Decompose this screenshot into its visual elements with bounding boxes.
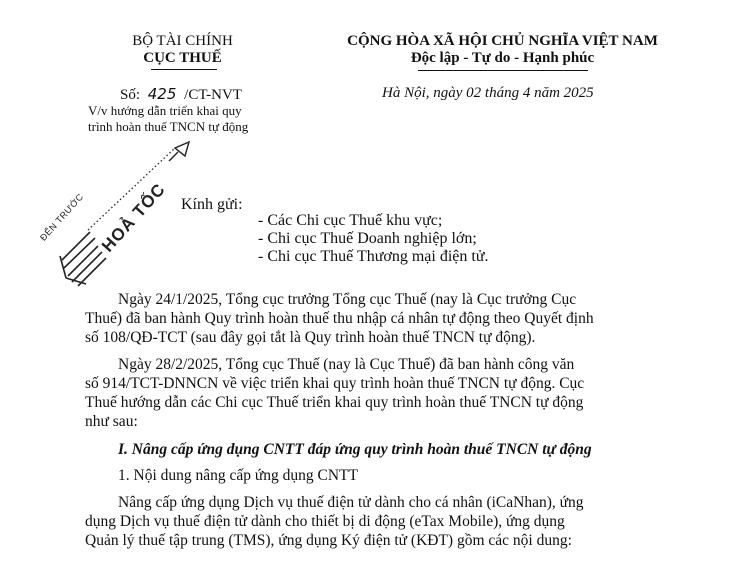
subsection-1-heading: 1. Nội dung nâng cấp ứng dụng CNTT xyxy=(118,467,359,484)
date-prefix: Hà Nội, ngày xyxy=(382,85,463,101)
stamp-small-text: ĐẾN TRƯỚC xyxy=(38,191,86,243)
para1-line-3: số 108/QĐ-TCT (sau đây gọi tắt là Quy trình hoàn thuế TNCN tự động). xyxy=(85,329,536,346)
country-name: CỘNG HÒA XÃ HỘI CHỦ NGHĨA VIỆT NAM xyxy=(347,33,658,49)
subject-line-2: trình hoàn thuế TNCN tự động xyxy=(88,119,249,134)
doc-number-prefix: Số: xyxy=(120,87,141,103)
para1-line-2: Thuế) đã ban hành Quy trình hoàn thuế thu nhập cá nhân tự động theo Quyết định xyxy=(85,310,594,327)
recipient-item-2: - Chi cục Thuế Doanh nghiệp lớn; xyxy=(258,230,477,247)
department-underline xyxy=(151,69,217,70)
para2-line-1: Ngày 28/2/2025, Tổng cục Thuế (nay là Cục Thuế) đã ban hành công văn xyxy=(118,356,575,373)
stamp-big-text: HOẢ TỐC xyxy=(98,179,170,256)
para2-line-3: Thuế hướng dẫn các Chi cục Thuế triển khai quy trình hoàn thuế TNCN tự động xyxy=(85,394,584,411)
recipient-item-1: - Các Chi cục Thuế khu vực; xyxy=(258,212,443,229)
recipient-item-3: - Chi cục Thuế Thương mại điện tử. xyxy=(258,248,489,265)
section-1-heading: I. Nâng cấp ứng dụng CNTT đáp ứng quy trình hoàn thuế TNCN tự động xyxy=(118,441,592,458)
para3-line-1: Nâng cấp ứng dụng Dịch vụ thuế điện tử dành cho cá nhân (iCaNhan), ứng xyxy=(118,494,584,511)
subject-line-1: V/v hướng dẫn triển khai quy xyxy=(88,103,242,118)
greeting-label: Kính gửi: xyxy=(181,196,243,213)
date-day: 02 xyxy=(466,85,482,101)
ministry-name: BỘ TÀI CHÍNH xyxy=(132,33,233,49)
para3-line-2: dụng Dịch vụ thuế điện tử dành cho thiết bị di động (eTax Mobile), ứng dụng xyxy=(85,513,565,530)
para1-line-1: Ngày 24/1/2025, Tổng cục trưởng Tổng cục Thuế (nay là Cục trưởng Cục xyxy=(118,291,577,308)
date-suffix: tháng 4 năm 2025 xyxy=(484,85,594,101)
issue-date xyxy=(382,85,594,102)
national-motto: Độc lập - Tự do - Hạnh phúc xyxy=(410,50,595,66)
para3-line-3: Quản lý thuế tập trung (TMS), ứng dụng Ký điện tử (KĐT) gồm các nội dung: xyxy=(85,532,572,549)
department-name: CỤC THUẾ xyxy=(143,50,222,66)
stamp-outline-arrow xyxy=(169,142,189,161)
doc-number-suffix: /CT-NVT xyxy=(184,87,242,103)
doc-number xyxy=(120,85,242,104)
para2-line-2: số 914/TCT-DNNCN về việc triển khai quy trình hoàn thuế TNCN tự động. Cục xyxy=(85,375,585,392)
motto-underline xyxy=(418,70,588,71)
doc-number-handwritten: 425 xyxy=(147,85,177,103)
para2-line-4: như sau: xyxy=(85,413,138,430)
